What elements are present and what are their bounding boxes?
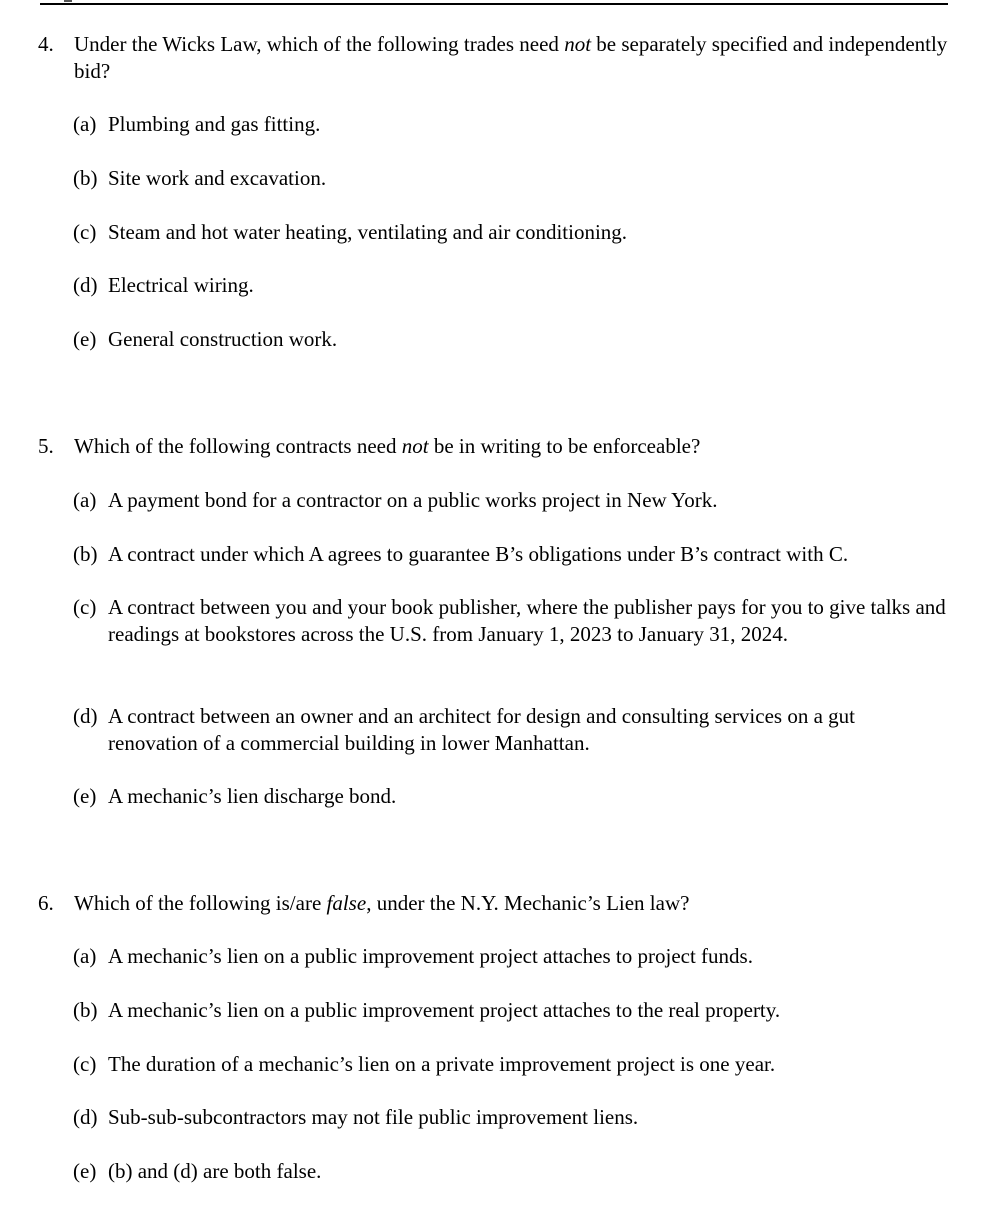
- option-letter: (e): [73, 1159, 97, 1183]
- option-letter: (d): [73, 704, 98, 728]
- option-row: [38, 111, 953, 138]
- option-text: Site work and excavation.: [108, 166, 327, 190]
- question-5: [38, 433, 953, 460]
- question-prompt: [38, 890, 953, 917]
- option-row: [38, 1158, 953, 1185]
- option-text: Electrical wiring.: [108, 273, 254, 297]
- page-fragment-mark: [64, 0, 72, 2]
- prompt-text: Which of the following contracts need: [74, 434, 402, 458]
- option-row: [38, 1104, 953, 1131]
- question-prompt: [38, 31, 954, 85]
- option-letter: (b): [73, 542, 98, 566]
- option-row: [38, 541, 953, 568]
- option-row: [38, 943, 953, 970]
- option-letter: (e): [73, 784, 97, 808]
- option-text: Steam and hot water heating, ventilating and air conditioning.: [108, 220, 628, 244]
- option-text: The duration of a mechanic’s lien on a private improvement project is one year.: [108, 1052, 776, 1076]
- question-number: 6.: [38, 891, 54, 915]
- option-text: A mechanic’s lien on a public improvement project attaches to project funds.: [108, 944, 753, 968]
- question-number: 4.: [38, 32, 54, 56]
- prompt-emphasis: false: [326, 891, 367, 915]
- option-letter: (b): [73, 998, 98, 1022]
- question-number: 5.: [38, 434, 54, 458]
- option-letter: (a): [73, 944, 97, 968]
- prompt-text: , under the N.Y. Mechanic’s Lien law?: [366, 891, 690, 915]
- option-text: A payment bond for a contractor on a public works project in New York.: [108, 488, 718, 512]
- option-text: General construction work.: [108, 327, 338, 351]
- option-row: [38, 272, 953, 299]
- option-row: [38, 783, 953, 810]
- option-row: [38, 326, 953, 353]
- option-row: [38, 997, 953, 1024]
- option-text: Sub-sub-subcontractors may not file public improvement liens.: [108, 1105, 639, 1129]
- option-row: [38, 1051, 953, 1078]
- prompt-text: be separately specified and independently bid?: [74, 32, 948, 83]
- option-letter: (c): [73, 1052, 97, 1076]
- prompt-emphasis: not: [564, 32, 592, 56]
- option-row: [38, 487, 953, 514]
- option-text: A contract between an owner and an architect for design and consulting services on a gut renovation of a commercial building in lower Manhattan.: [108, 704, 855, 755]
- option-text: A mechanic’s lien discharge bond.: [108, 784, 397, 808]
- prompt-emphasis: not: [401, 434, 429, 458]
- option-text: Plumbing and gas fitting.: [108, 112, 321, 136]
- option-letter: (d): [73, 273, 98, 297]
- option-letter: (b): [73, 166, 98, 190]
- option-row: [38, 703, 953, 757]
- question-prompt: [38, 433, 953, 460]
- option-row: [38, 219, 953, 246]
- option-letter: (c): [73, 595, 97, 619]
- option-letter: (a): [73, 488, 97, 512]
- option-row: [38, 165, 953, 192]
- option-letter: (a): [73, 112, 97, 136]
- option-text: A mechanic’s lien on a public improvement project attaches to the real property.: [108, 998, 781, 1022]
- option-letter: (c): [73, 220, 97, 244]
- top-divider: [40, 3, 948, 5]
- option-text: A contract between you and your book publisher, where the publisher pays for you to give talks and readings at bookstores across the U.S. from January 1, 2023 to January 31, 2024.: [108, 595, 946, 646]
- prompt-text: be in writing to be enforceable?: [428, 434, 701, 458]
- option-letter: (d): [73, 1105, 98, 1129]
- prompt-text: Which of the following is/are: [74, 891, 327, 915]
- option-text: (b) and (d) are both false.: [108, 1159, 322, 1183]
- option-text: A contract under which A agrees to guarantee B’s obligations under B’s contract with C.: [108, 542, 849, 566]
- option-letter: (e): [73, 327, 97, 351]
- option-row: [38, 594, 953, 648]
- question-4: [38, 31, 953, 85]
- prompt-text: Under the Wicks Law, which of the following trades need: [74, 32, 565, 56]
- question-6: [38, 890, 953, 917]
